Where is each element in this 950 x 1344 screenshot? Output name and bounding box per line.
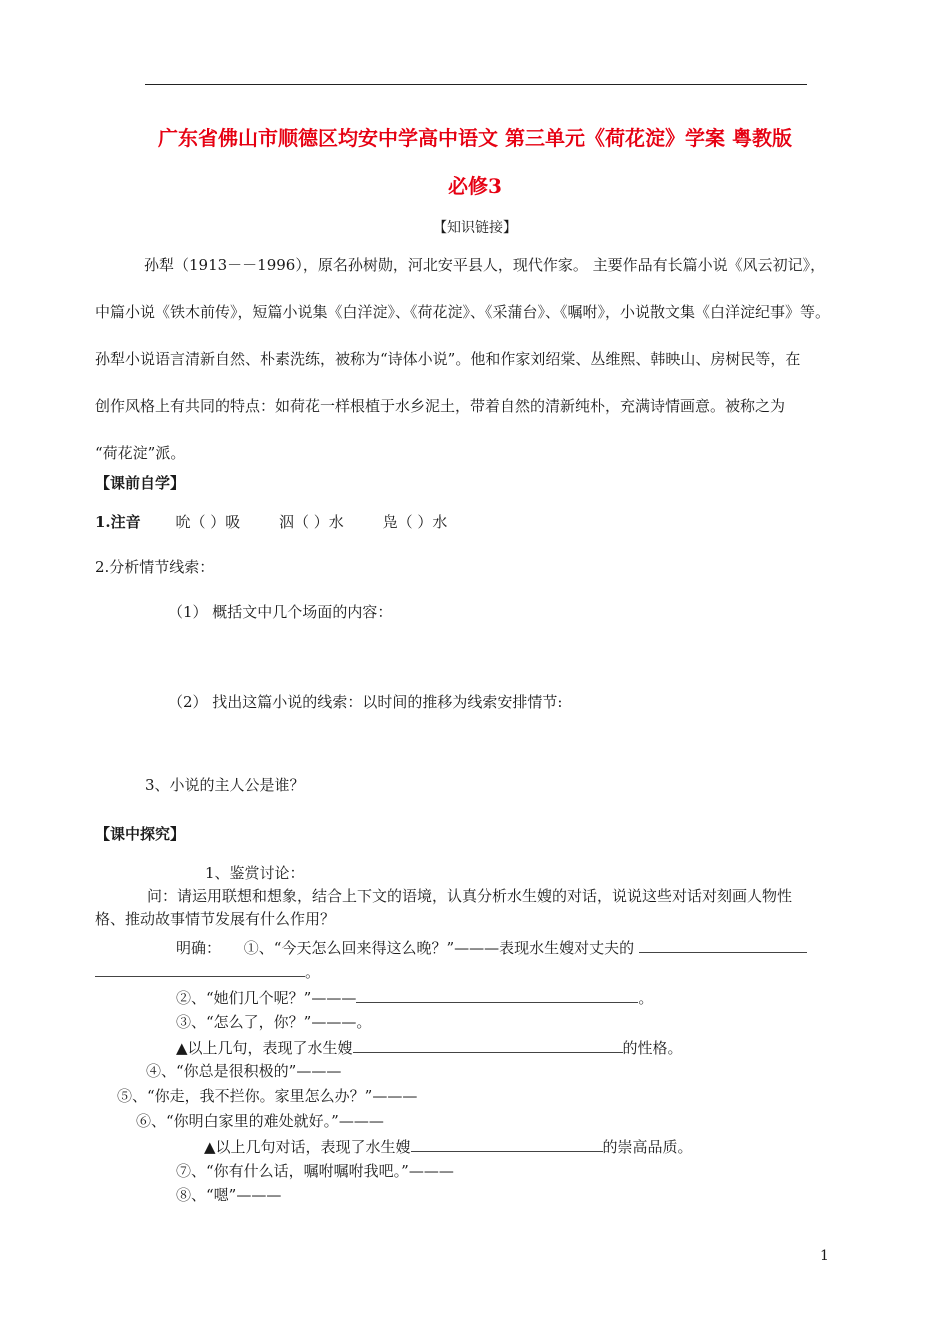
discussion-question	[95, 885, 860, 931]
summary-1-text: ▲以上几句，表现了水生嫂	[176, 1039, 353, 1057]
answer-blank[interactable]	[356, 986, 638, 1003]
pronounce-item: 吮（ ）吸	[175, 513, 241, 531]
answer-item-6: ⑥、“你明白家里的难处就好。”———	[136, 1112, 384, 1130]
knowledge-heading: 【知识链接】	[433, 220, 517, 236]
answer-item-3: ③、“怎么了，你？”———。	[176, 1013, 372, 1031]
question-3: 3、小说的主人公是谁？	[145, 776, 305, 794]
knowledge-line: 孙犁（1913－－1996），原名孙树勋，河北安平县人，现代作家。 主要作品有长篇小说《风云初记》，	[144, 256, 826, 274]
inclass-heading: 【课中探究】	[95, 825, 186, 843]
answer-row-1-cont	[95, 960, 320, 982]
plot-question-1: （1） 概括文中几个场面的内容：	[168, 603, 393, 621]
knowledge-line: “荷花淀”派。	[95, 444, 186, 462]
answer-row-1	[176, 936, 807, 958]
pronounce-item: 凫（ ）水	[382, 513, 448, 531]
question-line: 格、推动故事情节发展有什么作用？	[95, 910, 336, 928]
knowledge-line: 创作风格上有共同的特点：如荷花一样根植于水乡泥土，带着自然的清新纯朴，充满诗情画意。被称之为	[95, 397, 786, 415]
question-line: 问：请运用联想和想象，结合上下文的语境，认真分析水生嫂的对话，说说这些对话对刻画人物性	[147, 887, 793, 905]
pronounce-row	[95, 511, 447, 532]
header-rule	[145, 84, 807, 85]
discuss-heading: 1、鉴赏讨论：	[205, 864, 305, 882]
page-number: 1	[820, 1248, 829, 1264]
summary-1	[176, 1036, 683, 1058]
plot-heading: 2.分析情节线索：	[95, 558, 215, 576]
answer-item-1-end: 。	[305, 963, 321, 981]
answer-blank[interactable]	[639, 936, 807, 953]
answer-item-8: ⑧、“嗯”———	[176, 1186, 282, 1204]
preclass-heading: 【课前自学】	[95, 474, 186, 492]
answer-blank[interactable]	[411, 1135, 603, 1152]
answer-blank[interactable]	[95, 960, 305, 977]
answer-blank[interactable]	[353, 1036, 623, 1053]
summary-2	[204, 1135, 693, 1157]
answer-row-2	[176, 986, 653, 1008]
summary-2-text: ▲以上几句对话，表现了水生嫂	[204, 1138, 411, 1156]
knowledge-line: 孙犁小说语言清新自然、朴素洗练，被称为“诗体小说”。他和作家刘绍棠、丛维熙、韩映山、房树民等，在	[95, 350, 801, 368]
plot-question-2: （2） 找出这篇小说的线索：以时间的推移为线索安排情节:	[168, 693, 563, 711]
knowledge-paragraph	[95, 242, 860, 477]
answer-item-2-end: 。	[638, 989, 654, 1007]
title-line-1: 广东省佛山市顺德区均安中学高中语文 第三单元《荷花淀》学案 粤教版	[158, 126, 792, 150]
answer-item-1: ①、“今天怎么回来得这么晚？”———表现水生嫂对丈夫的	[243, 939, 635, 957]
answer-label: 明确：	[176, 939, 222, 957]
summary-1-end: 的性格。	[622, 1039, 683, 1057]
answer-item-2: ②、“她们几个呢？”———	[176, 989, 357, 1007]
title-line-2: 必修3	[448, 174, 502, 198]
knowledge-line: 中篇小说《铁木前传》，短篇小说集《白洋淀》、《荷花淀》、《采蒲台》、《嘱咐》，小说散文集《白洋淀纪事》等。	[95, 303, 831, 321]
answer-item-7: ⑦、“你有什么话，嘱咐嘱咐我吧。”———	[176, 1162, 454, 1180]
summary-2-end: 的崇高品质。	[602, 1138, 693, 1156]
answer-item-5: ⑤、“你走，我不拦你。家里怎么办？”———	[117, 1087, 418, 1105]
pronounce-label: 1.注音	[95, 513, 141, 531]
pronounce-item: 泅（ ）水	[279, 513, 344, 531]
answer-item-4: ④、“你总是很积极的”———	[146, 1062, 342, 1080]
